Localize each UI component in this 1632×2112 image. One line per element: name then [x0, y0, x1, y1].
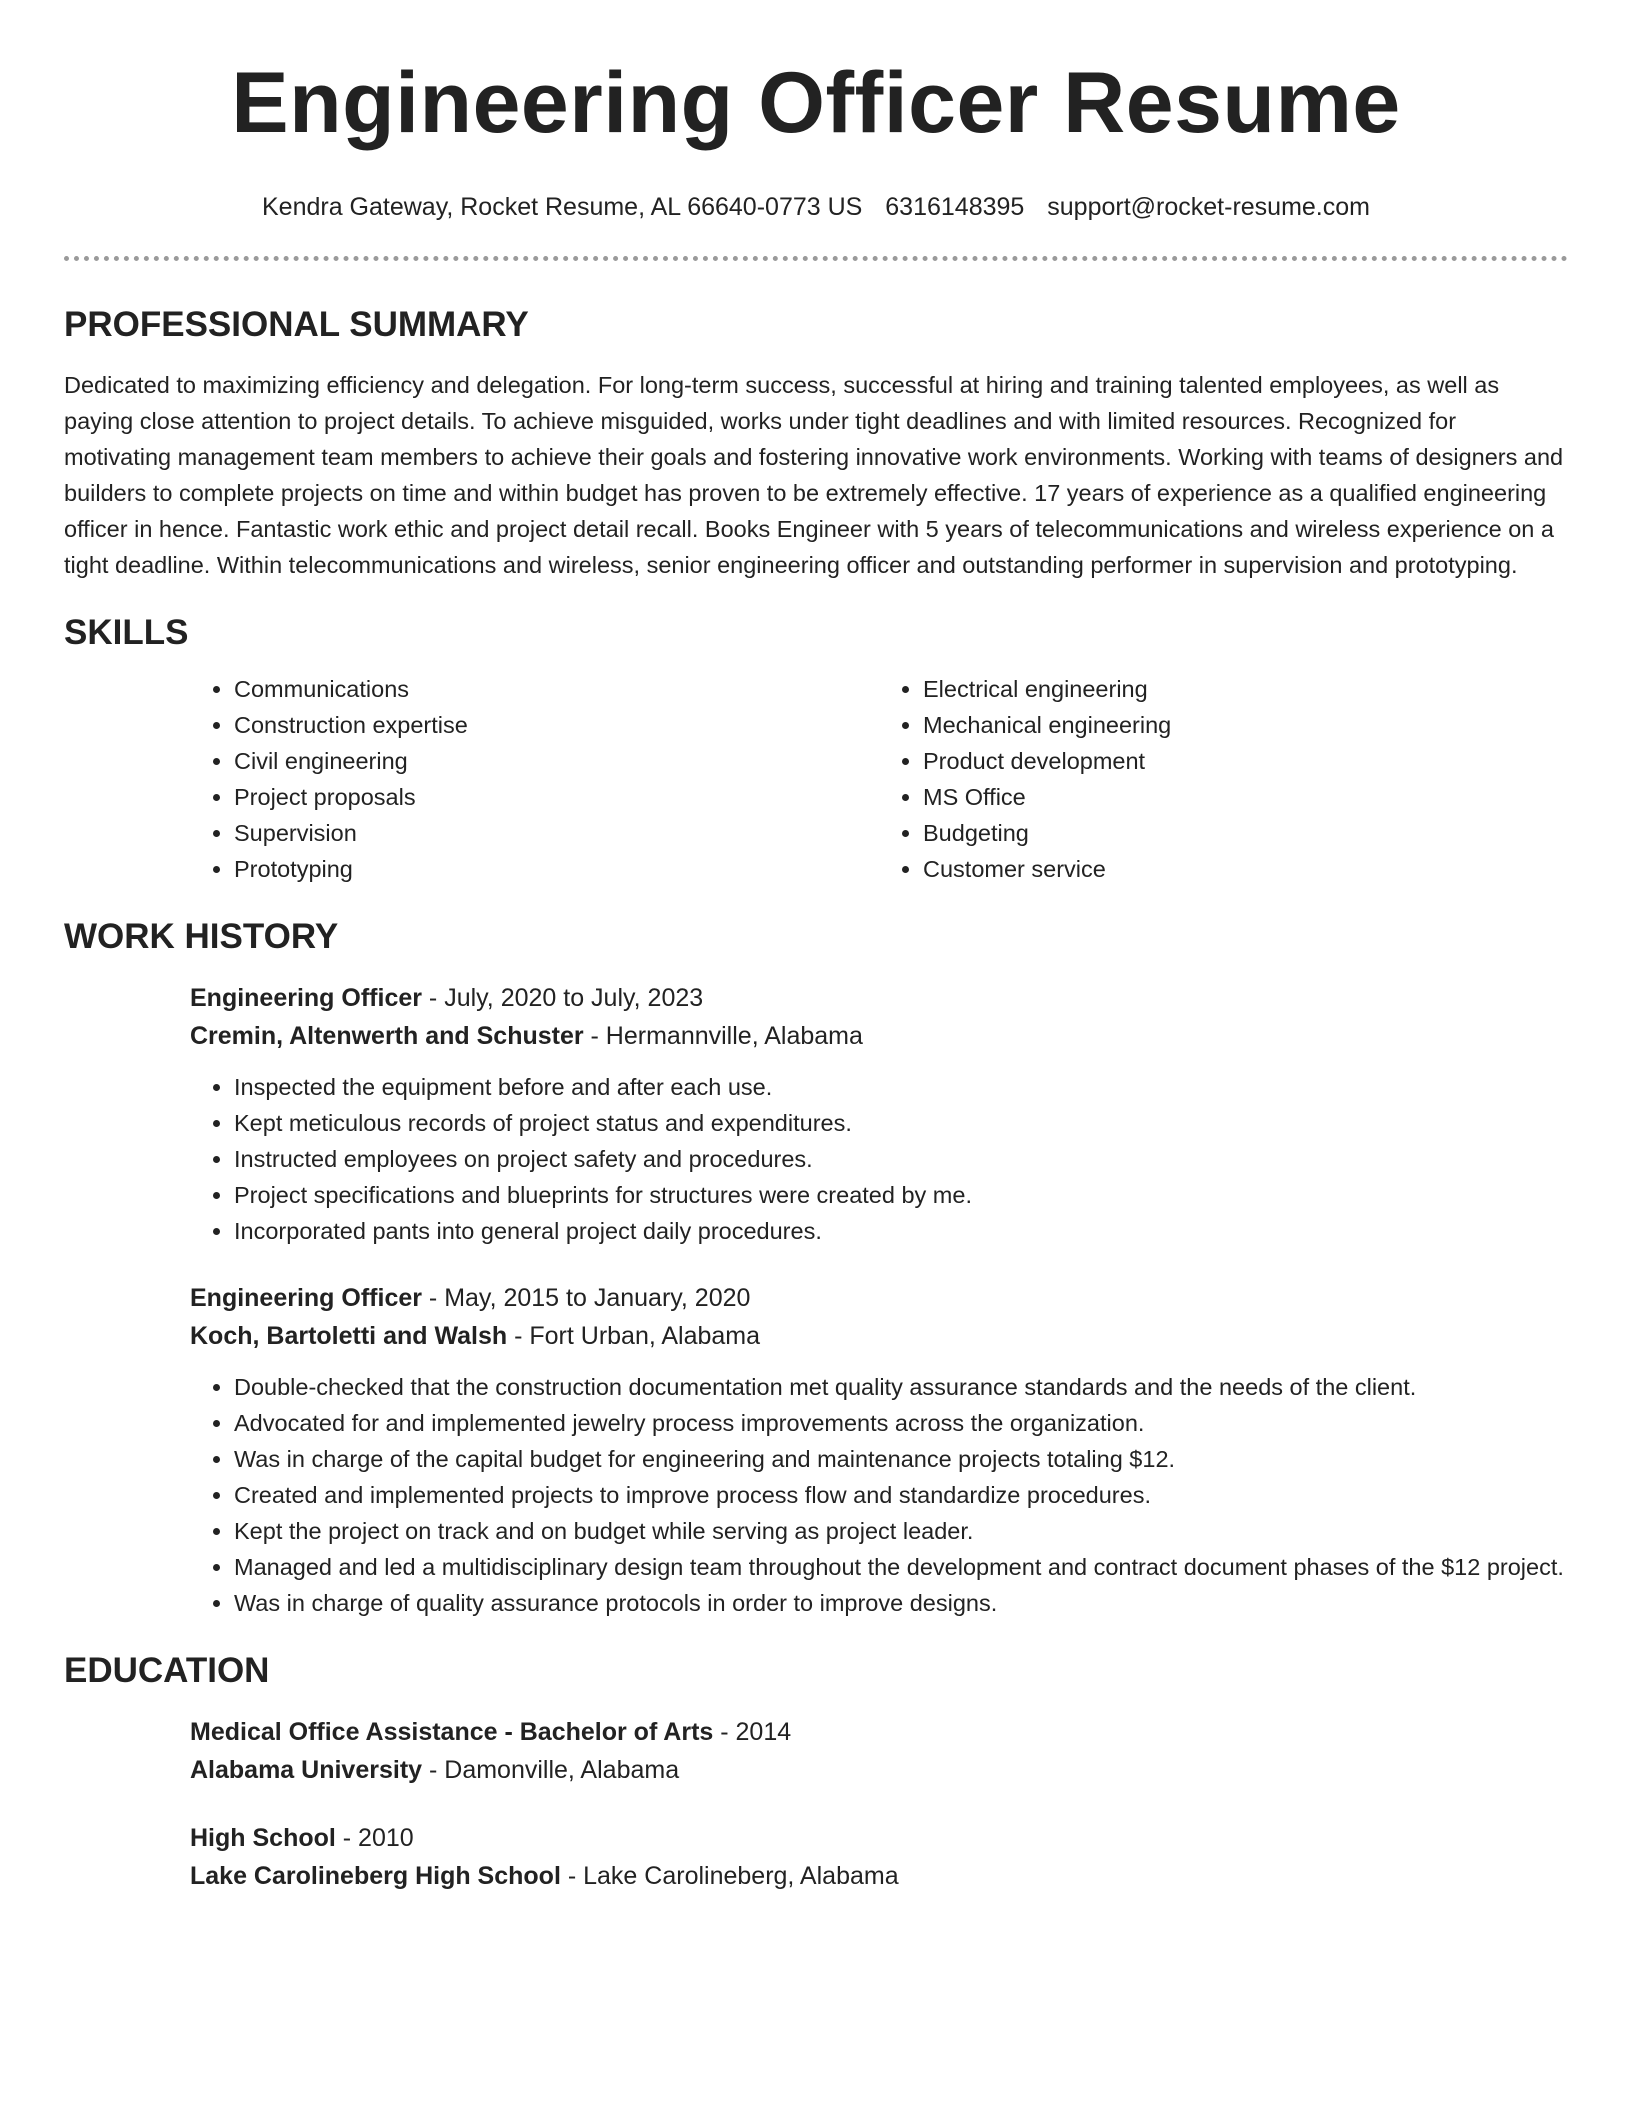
- skill-item: • Construction expertise: [234, 707, 879, 743]
- job-location: - Fort Urban, Alabama: [507, 1322, 761, 1350]
- job-bullet: • Instructed employees on project safety and procedures.: [234, 1141, 1568, 1177]
- header-divider: [64, 256, 1568, 261]
- job-company: Koch, Bartoletti and Walsh: [190, 1322, 508, 1350]
- school: Alabama University: [190, 1756, 423, 1784]
- job-bullet: • Was in charge of the capital budget for engineering and maintenance projects totaling $12.: [234, 1441, 1568, 1477]
- skills-heading: SKILLS: [64, 613, 189, 652]
- job-dates: - May, 2015 to January, 2020: [421, 1284, 751, 1312]
- education-heading: EDUCATION: [64, 1651, 270, 1690]
- job-bullet: • Kept meticulous records of project status and expenditures.: [234, 1105, 1568, 1141]
- job-bullet: • Incorporated pants into general project daily procedures.: [234, 1213, 1568, 1249]
- skills-list-right: [879, 671, 1568, 887]
- degree: Medical Office Assistance - Bachelor of Arts: [190, 1718, 714, 1746]
- degree-year: - 2014: [713, 1718, 792, 1746]
- degree-line: [190, 1713, 1568, 1751]
- degree-line: [190, 1819, 1568, 1857]
- school-line: [190, 1857, 1568, 1895]
- skill-item: • Budgeting: [923, 815, 1568, 851]
- skills-columns: [190, 671, 1568, 887]
- job-title: Engineering Officer: [190, 984, 422, 1012]
- skill-item: • Prototyping: [234, 851, 879, 887]
- education-entry: [190, 1713, 1568, 1789]
- contact-email: support@rocket-resume.com: [1047, 193, 1370, 221]
- skills-section: [64, 613, 1568, 887]
- school-line: [190, 1751, 1568, 1789]
- skill-item: • Mechanical engineering: [923, 707, 1568, 743]
- contact-line: [64, 192, 1568, 222]
- job-company: Cremin, Altenwerth and Schuster: [190, 1022, 584, 1050]
- skill-item: • MS Office: [923, 779, 1568, 815]
- skill-item: • Communications: [234, 671, 879, 707]
- degree-year: - 2010: [335, 1824, 414, 1852]
- job-bullet: • Inspected the equipment before and after each use.: [234, 1069, 1568, 1105]
- job-company-line: [190, 1017, 1568, 1055]
- job-bullet: • Managed and led a multidisciplinary design team throughout the development and contract document phases of the $12 project.: [234, 1549, 1568, 1585]
- job-entry: [190, 1279, 1568, 1621]
- job-entry: [190, 979, 1568, 1249]
- job-bullet: • Was in charge of quality assurance protocols in order to improve designs.: [234, 1585, 1568, 1621]
- skills-list-left: [190, 671, 879, 887]
- contact-phone: 6316148395: [885, 193, 1025, 221]
- job-bullet: • Double-checked that the construction documentation met quality assurance standards and the needs of the client.: [234, 1369, 1568, 1405]
- skill-item: • Electrical engineering: [923, 671, 1568, 707]
- skill-item: • Product development: [923, 743, 1568, 779]
- skill-item: • Customer service: [923, 851, 1568, 887]
- job-company-line: [190, 1317, 1568, 1355]
- degree: High School: [190, 1824, 336, 1852]
- job-bullets: [190, 1069, 1568, 1249]
- work-section: [64, 917, 1568, 1621]
- job-bullet: • Kept the project on track and on budget while serving as project leader.: [234, 1513, 1568, 1549]
- summary-heading: PROFESSIONAL SUMMARY: [64, 305, 529, 344]
- job-title: Engineering Officer: [190, 1284, 422, 1312]
- skill-item: • Project proposals: [234, 779, 879, 815]
- job-bullet: • Advocated for and implemented jewelry process improvements across the organization.: [234, 1405, 1568, 1441]
- summary-text: Dedicated to maximizing efficiency and delegation. For long-term success, successful at hiring and training talented employees, as well as paying close attention to project details. To achieve misguided, works under tight deadlines and with limited resources. Recognized for motivating management team members to achieve their goals and fostering innovative work environments. Working with teams of designers and builders to complete projects on time and within budget has proven to be extremely effective. 17 years of experience as a qualified engineering officer in hence. Fantastic work ethic and project detail recall. Books Engineer with 5 years of telecommunications and wireless experience on a tight deadline. Within telecommunications and wireless, senior engineering officer and outstanding performer in supervision and prototyping.: [64, 372, 1564, 578]
- school-location: - Damonville, Alabama: [422, 1756, 680, 1784]
- school-location: - Lake Carolineberg, Alabama: [560, 1862, 899, 1890]
- job-bullet: • Created and implemented projects to improve process flow and standardize procedures.: [234, 1477, 1568, 1513]
- school: Lake Carolineberg High School: [190, 1862, 561, 1890]
- skill-item: • Supervision: [234, 815, 879, 851]
- summary-section: [64, 305, 1568, 583]
- job-bullets: [190, 1369, 1568, 1621]
- job-title-line: [190, 1279, 1568, 1317]
- work-heading: WORK HISTORY: [64, 917, 339, 956]
- education-section: [64, 1651, 1568, 1895]
- resume-title: Engineering Officer Resume: [231, 55, 1401, 151]
- skill-item: • Civil engineering: [234, 743, 879, 779]
- contact-address: Kendra Gateway, Rocket Resume, AL 66640-0773 US: [261, 193, 863, 221]
- job-dates: - July, 2020 to July, 2023: [421, 984, 704, 1012]
- education-entry: [190, 1819, 1568, 1895]
- job-bullet: • Project specifications and blueprints for structures were created by me.: [234, 1177, 1568, 1213]
- job-title-line: [190, 979, 1568, 1017]
- job-location: - Hermannville, Alabama: [583, 1022, 863, 1050]
